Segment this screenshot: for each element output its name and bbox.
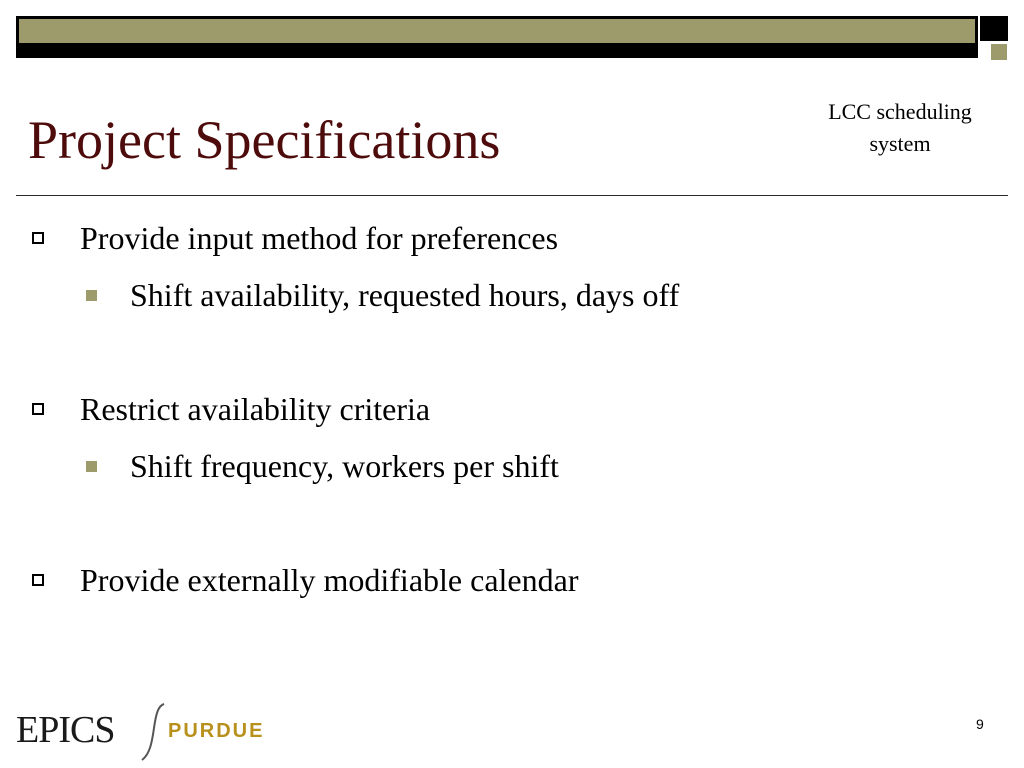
top-bar-olive-stripe [19,19,975,43]
bullet-item-level2: Shift availability, requested hours, days off [130,277,680,313]
filled-square-bullet-icon [86,461,97,472]
top-decorative-bar [16,16,978,58]
bullet-item-level2: Shift frequency, workers per shift [130,448,559,484]
corner-decorative-square [991,44,1007,60]
slide-title: Project Specifications [28,110,501,170]
subtitle-line-2: system [869,131,931,156]
bullet-item-level1: Restrict availability criteria [80,391,431,427]
title-divider [16,195,1008,196]
filled-square-bullet-icon [86,290,97,301]
page-number: 9 [976,716,984,732]
epics-purdue-logo [16,700,286,764]
epics-logo-text: EPICS [16,709,115,751]
hollow-square-bullet-icon [32,232,44,244]
hollow-square-bullet-icon [32,574,44,586]
slide-subtitle [800,96,1000,160]
purdue-logo-text: PURDUE [168,720,265,742]
bullet-item-level1: Provide externally modifiable calendar [80,562,579,598]
corner-decorative-block [980,16,1008,41]
hollow-square-bullet-icon [32,403,44,415]
subtitle-line-1: LCC scheduling [828,99,972,124]
bullet-item-level1: Provide input method for preferences [80,220,559,256]
